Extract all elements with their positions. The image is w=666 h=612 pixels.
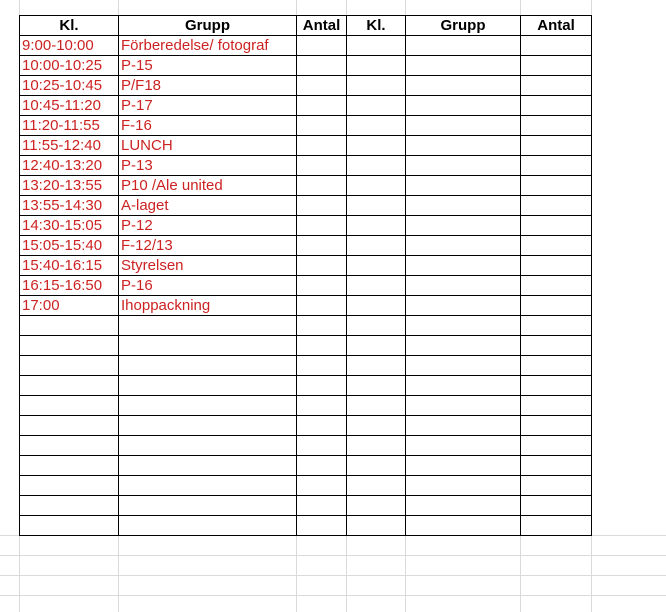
kl-2-cell[interactable] (347, 236, 406, 256)
antal-2-cell[interactable] (521, 456, 592, 476)
antal-2-cell[interactable] (521, 116, 592, 136)
antal-2-cell[interactable] (521, 236, 592, 256)
group-cell[interactable]: A-laget (119, 196, 297, 216)
time-cell[interactable]: 10:00-10:25 (20, 56, 119, 76)
table-row (20, 496, 592, 516)
grupp-2-cell[interactable] (406, 316, 521, 336)
antal-2-cell[interactable] (521, 436, 592, 456)
antal-cell[interactable] (297, 216, 347, 236)
grupp-2-cell[interactable] (406, 476, 521, 496)
kl-2-cell[interactable] (347, 416, 406, 436)
antal-2-cell[interactable] (521, 396, 592, 416)
antal-cell[interactable] (297, 116, 347, 136)
time-cell[interactable] (20, 336, 119, 356)
table-row (20, 216, 592, 236)
antal-2-cell[interactable] (521, 316, 592, 336)
group-cell[interactable] (119, 336, 297, 356)
kl-2-cell[interactable] (347, 376, 406, 396)
table-row (20, 276, 592, 296)
group-cell[interactable]: P-13 (119, 156, 297, 176)
antal-cell[interactable] (297, 176, 347, 196)
group-cell[interactable]: P10 /Ale united (119, 176, 297, 196)
kl-2-cell[interactable] (347, 116, 406, 136)
group-cell[interactable]: P-17 (119, 96, 297, 116)
antal-cell[interactable] (297, 156, 347, 176)
table-row (20, 456, 592, 476)
grupp-2-cell[interactable] (406, 196, 521, 216)
grupp-2-cell[interactable] (406, 376, 521, 396)
time-cell[interactable] (20, 496, 119, 516)
time-cell[interactable] (20, 376, 119, 396)
grupp-2-cell[interactable] (406, 96, 521, 116)
time-cell[interactable] (20, 316, 119, 336)
group-cell[interactable]: P/F18 (119, 76, 297, 96)
grupp-2-cell[interactable] (406, 356, 521, 376)
time-cell[interactable] (20, 356, 119, 376)
grupp-2-cell[interactable] (406, 176, 521, 196)
kl-2-cell[interactable] (347, 356, 406, 376)
table-row (20, 76, 592, 96)
header-antal-cell[interactable]: Antal (297, 16, 347, 36)
table-row (20, 376, 592, 396)
antal-2-cell[interactable] (521, 136, 592, 156)
schedule-body (20, 36, 592, 536)
kl-2-cell[interactable] (347, 316, 406, 336)
table-row (20, 316, 592, 336)
antal-2-cell[interactable] (521, 496, 592, 516)
kl-2-cell[interactable] (347, 276, 406, 296)
header-antal-2-cell[interactable]: Antal (521, 16, 592, 36)
kl-2-cell[interactable] (347, 476, 406, 496)
kl-2-cell[interactable] (347, 76, 406, 96)
grupp-2-cell[interactable] (406, 336, 521, 356)
time-cell[interactable]: 11:55-12:40 (20, 136, 119, 156)
kl-2-cell[interactable] (347, 496, 406, 516)
kl-2-cell[interactable] (347, 456, 406, 476)
grupp-2-cell[interactable] (406, 56, 521, 76)
grupp-2-cell[interactable] (406, 216, 521, 236)
antal-2-cell[interactable] (521, 156, 592, 176)
group-cell[interactable]: P-15 (119, 56, 297, 76)
antal-cell[interactable] (297, 276, 347, 296)
time-cell[interactable]: 15:05-15:40 (20, 236, 119, 256)
table-row (20, 296, 592, 316)
schedule-table (19, 15, 592, 536)
antal-2-cell[interactable] (521, 56, 592, 76)
group-cell[interactable]: LUNCH (119, 136, 297, 156)
table-row (20, 516, 592, 536)
antal-cell[interactable] (297, 336, 347, 356)
table-row (20, 176, 592, 196)
table-row (20, 36, 592, 56)
table-row (20, 256, 592, 276)
header-row (20, 16, 592, 36)
table-row (20, 356, 592, 376)
antal-cell[interactable] (297, 456, 347, 476)
antal-2-cell[interactable] (521, 96, 592, 116)
antal-2-cell[interactable] (521, 176, 592, 196)
group-cell[interactable] (119, 316, 297, 336)
kl-2-cell[interactable] (347, 396, 406, 416)
group-cell[interactable] (119, 476, 297, 496)
time-cell[interactable]: 10:25-10:45 (20, 76, 119, 96)
time-cell[interactable]: 14:30-15:05 (20, 216, 119, 236)
antal-2-cell[interactable] (521, 516, 592, 536)
grupp-2-cell[interactable] (406, 516, 521, 536)
grupp-2-cell[interactable] (406, 156, 521, 176)
antal-2-cell[interactable] (521, 36, 592, 56)
time-cell[interactable] (20, 436, 119, 456)
table-row (20, 96, 592, 116)
grupp-2-cell[interactable] (406, 236, 521, 256)
antal-cell[interactable] (297, 56, 347, 76)
time-cell[interactable]: 16:15-16:50 (20, 276, 119, 296)
group-cell[interactable]: F-16 (119, 116, 297, 136)
time-cell[interactable] (20, 476, 119, 496)
kl-2-cell[interactable] (347, 96, 406, 116)
time-cell[interactable]: 10:45-11:20 (20, 96, 119, 116)
table-row (20, 116, 592, 136)
kl-2-cell[interactable] (347, 436, 406, 456)
grupp-2-cell[interactable] (406, 416, 521, 436)
time-cell[interactable]: 15:40-16:15 (20, 256, 119, 276)
group-cell[interactable]: P-12 (119, 216, 297, 236)
antal-cell[interactable] (297, 256, 347, 276)
table-row (20, 416, 592, 436)
time-cell[interactable]: 11:20-11:55 (20, 116, 119, 136)
antal-2-cell[interactable] (521, 196, 592, 216)
header-kl-2-cell[interactable]: Kl. (347, 16, 406, 36)
antal-2-cell[interactable] (521, 216, 592, 236)
time-cell[interactable]: 9:00-10:00 (20, 36, 119, 56)
time-cell[interactable]: 13:20-13:55 (20, 176, 119, 196)
table-row (20, 336, 592, 356)
grupp-2-cell[interactable] (406, 396, 521, 416)
grupp-2-cell[interactable] (406, 136, 521, 156)
table-row (20, 156, 592, 176)
grupp-2-cell[interactable] (406, 36, 521, 56)
group-cell[interactable] (119, 456, 297, 476)
antal-cell[interactable] (297, 96, 347, 116)
antal-2-cell[interactable] (521, 276, 592, 296)
grupp-2-cell[interactable] (406, 456, 521, 476)
grupp-2-cell[interactable] (406, 296, 521, 316)
time-cell[interactable]: 13:55-14:30 (20, 196, 119, 216)
antal-2-cell[interactable] (521, 356, 592, 376)
antal-cell[interactable] (297, 36, 347, 56)
grupp-2-cell[interactable] (406, 116, 521, 136)
grupp-2-cell[interactable] (406, 256, 521, 276)
group-cell[interactable] (119, 416, 297, 436)
kl-2-cell[interactable] (347, 176, 406, 196)
antal-2-cell[interactable] (521, 476, 592, 496)
time-cell[interactable] (20, 416, 119, 436)
time-cell[interactable] (20, 456, 119, 476)
grupp-2-cell[interactable] (406, 496, 521, 516)
antal-2-cell[interactable] (521, 296, 592, 316)
table-row (20, 476, 592, 496)
antal-cell[interactable] (297, 196, 347, 216)
group-cell[interactable] (119, 436, 297, 456)
header-kl-cell[interactable]: Kl. (20, 16, 119, 36)
table-row (20, 236, 592, 256)
antal-cell[interactable] (297, 376, 347, 396)
antal-cell[interactable] (297, 476, 347, 496)
header-grupp-2-cell[interactable]: Grupp (406, 16, 521, 36)
antal-cell[interactable] (297, 356, 347, 376)
group-cell[interactable]: F-12/13 (119, 236, 297, 256)
table-row (20, 196, 592, 216)
antal-cell[interactable] (297, 76, 347, 96)
antal-cell[interactable] (297, 496, 347, 516)
antal-cell[interactable] (297, 236, 347, 256)
group-cell[interactable] (119, 496, 297, 516)
kl-2-cell[interactable] (347, 296, 406, 316)
time-cell[interactable] (20, 396, 119, 416)
header-grupp-cell[interactable]: Grupp (119, 16, 297, 36)
group-cell[interactable]: Förberedelse/ fotograf (119, 36, 297, 56)
kl-2-cell[interactable] (347, 336, 406, 356)
kl-2-cell[interactable] (347, 156, 406, 176)
kl-2-cell[interactable] (347, 516, 406, 536)
antal-cell[interactable] (297, 396, 347, 416)
time-cell[interactable] (20, 516, 119, 536)
antal-2-cell[interactable] (521, 336, 592, 356)
antal-cell[interactable] (297, 436, 347, 456)
antal-cell[interactable] (297, 136, 347, 156)
grupp-2-cell[interactable] (406, 276, 521, 296)
antal-cell[interactable] (297, 516, 347, 536)
antal-cell[interactable] (297, 316, 347, 336)
group-cell[interactable]: Styrelsen (119, 256, 297, 276)
antal-2-cell[interactable] (521, 256, 592, 276)
kl-2-cell[interactable] (347, 196, 406, 216)
antal-cell[interactable] (297, 416, 347, 436)
grupp-2-cell[interactable] (406, 76, 521, 96)
kl-2-cell[interactable] (347, 256, 406, 276)
antal-2-cell[interactable] (521, 416, 592, 436)
table-row (20, 136, 592, 156)
group-cell[interactable]: Ihoppackning (119, 296, 297, 316)
group-cell[interactable]: P-16 (119, 276, 297, 296)
group-cell[interactable] (119, 516, 297, 536)
group-cell[interactable] (119, 356, 297, 376)
table-row (20, 396, 592, 416)
antal-2-cell[interactable] (521, 376, 592, 396)
table-row (20, 56, 592, 76)
time-cell[interactable]: 17:00 (20, 296, 119, 316)
group-cell[interactable] (119, 376, 297, 396)
time-cell[interactable]: 12:40-13:20 (20, 156, 119, 176)
antal-2-cell[interactable] (521, 76, 592, 96)
kl-2-cell[interactable] (347, 36, 406, 56)
kl-2-cell[interactable] (347, 56, 406, 76)
kl-2-cell[interactable] (347, 216, 406, 236)
grupp-2-cell[interactable] (406, 436, 521, 456)
kl-2-cell[interactable] (347, 136, 406, 156)
antal-cell[interactable] (297, 296, 347, 316)
table-row (20, 436, 592, 456)
group-cell[interactable] (119, 396, 297, 416)
